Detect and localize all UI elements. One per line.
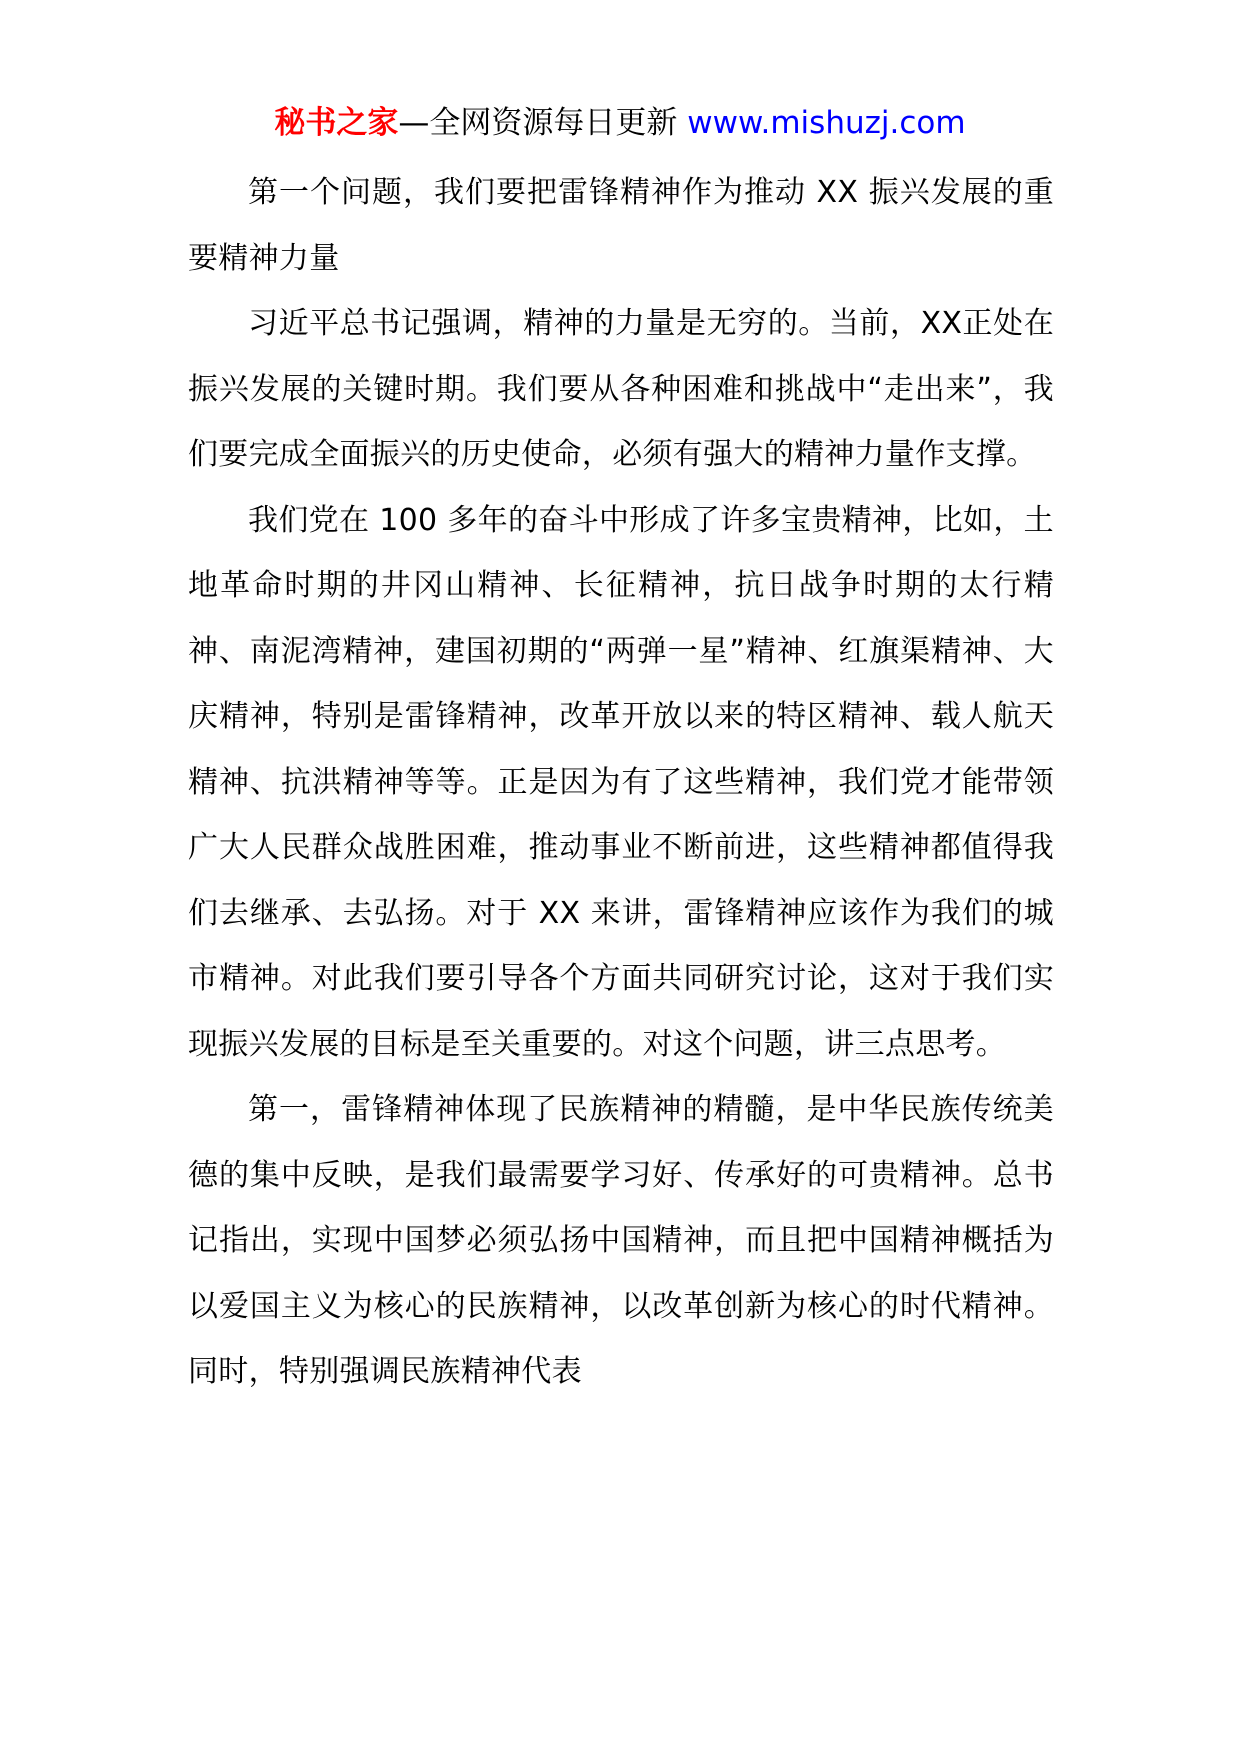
document-body	[188, 160, 1054, 1405]
paragraph: 第一，雷锋精神体现了民族精神的精髓，是中华民族传统美德的集中反映，是我们最需要学习好、传承好的可贵精神。总书记指出，实现中国梦必须弘扬中国精神，而且把中国精神概括为以爱国主义为核心的民族精神，以改革创新为核心的时代精神。同时，特别强调民族精神代表	[188, 1092, 1054, 1389]
paragraph: 习近平总书记强调，精神的力量是无穷的。当前，XX正处在振兴发展的关键时期。我们要从各种困难和挑战中“走出来”，我们要完成全面振兴的历史使命，必须有强大的精神力量作支撑。	[188, 306, 1054, 472]
site-tagline: —全网资源每日更新	[398, 105, 688, 141]
page-header	[0, 98, 1240, 148]
paragraph: 我们党在 100 多年的奋斗中形成了许多宝贵精神，比如，土地革命时期的井冈山精神、长征精神，抗日战争时期的太行精神、南泥湾精神，建国初期的“两弹一星”精神、红旗渠精神、大庆精神，特别是雷锋精神，改革开放以来的特区精神、载人航天精神、抗洪精神等等。正是因为有了这些精神，我们党才能带领广大人民群众战胜困难，推动事业不断前进，这些精神都值得我们去继承、去弘扬。对于 XX 来讲，雷锋精神应该作为我们的城市精神。对此我们要引导各个方面共同研究讨论，这对于我们实现振兴发展的目标是至关重要的。对这个问题，讲三点思考。	[188, 502, 1054, 1062]
paragraph-heading: 第一个问题，我们要把雷锋精神作为推动 XX 振兴发展的重要精神力量	[188, 175, 1054, 276]
site-url[interactable]: www.mishuzj.com	[687, 105, 966, 141]
site-brand: 秘书之家	[274, 105, 399, 141]
